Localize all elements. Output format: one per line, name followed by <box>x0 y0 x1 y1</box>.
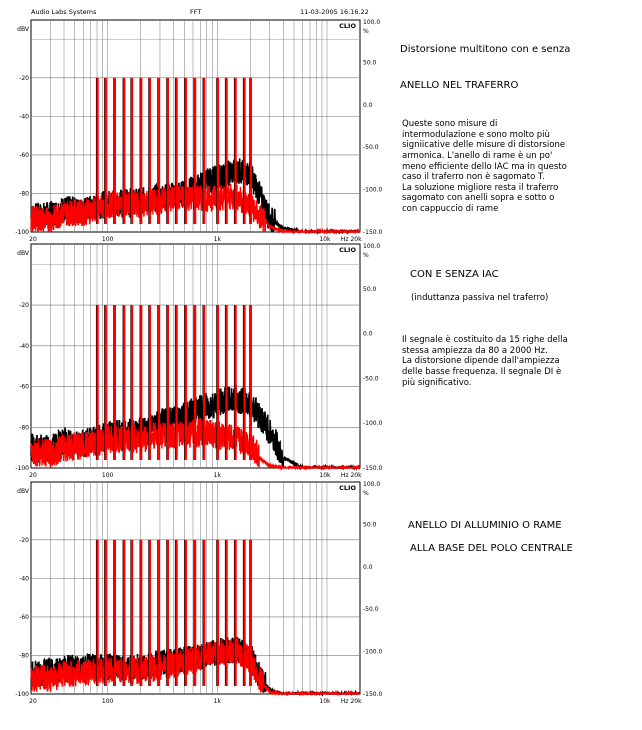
y2-tick-label: -50.0 <box>363 606 379 614</box>
x-tick-label: 100 <box>101 236 114 243</box>
y2-tick-label: -50.0 <box>363 375 379 383</box>
annotation-subtitle-3: (induttanza passiva nel traferro) <box>411 293 549 303</box>
paragraph-line: La distorsione dipende dall'ampiezza <box>402 356 560 367</box>
annotation-paragraph-1 <box>402 119 602 215</box>
x-tick-label: Hz <box>340 236 349 243</box>
paragraph-line: con cappuccio di rame <box>402 204 499 214</box>
paragraph-line: Il segnale è costituito da 15 righe della <box>402 335 568 345</box>
y-tick-label: -60 <box>19 613 29 621</box>
y2-tick-label: 100.0 <box>363 243 381 250</box>
y2-tick-label: 0.0 <box>363 101 373 109</box>
brand-label: CLIO <box>339 246 356 254</box>
paragraph-line: sagomato con anelli sopra e sotto o <box>402 193 555 204</box>
y-tick-label: -100 <box>15 229 29 236</box>
header-right: 11-03-2005 16.16.22 <box>300 8 369 16</box>
paragraph-line: meno efficiente dello IAC ma in questo <box>402 161 567 172</box>
paragraph-line: armonica. L'anello di rame è un po' <box>402 150 553 161</box>
x-tick-label: 20k <box>350 472 362 479</box>
y-tick-label: -40 <box>19 575 29 583</box>
x-tick-label: 10k <box>319 236 331 243</box>
paragraph-line: delle basse frequenza. Il segnale DI è <box>402 366 562 377</box>
annotation-title-5: ANELLO DI ALLUMINIO O RAME <box>408 520 562 531</box>
paragraph-line: Queste sono misure di <box>402 119 498 129</box>
y2-tick-label: 0.0 <box>363 330 373 338</box>
brand-label: CLIO <box>339 484 356 492</box>
annotation-title-6: ALLA BASE DEL POLO CENTRALE <box>410 543 573 554</box>
y2-axis-label: % <box>363 490 369 497</box>
y2-axis-label: % <box>363 28 369 35</box>
y2-axis-label: % <box>363 252 369 259</box>
y-tick-label: -20 <box>19 74 29 82</box>
y-tick-label: -80 <box>19 652 29 660</box>
paragraph-line: più significativo. <box>402 377 472 388</box>
y2-tick-label: -100.0 <box>363 420 383 428</box>
y-tick-label: -20 <box>19 536 29 544</box>
annotation-paragraph-2 <box>402 335 602 388</box>
y2-tick-label: -150.0 <box>363 229 383 236</box>
y2-tick-label: -150.0 <box>363 465 383 472</box>
x-tick-label: Hz <box>340 472 349 479</box>
x-tick-label: 20k <box>350 236 362 243</box>
paragraph-line: La soluzione migliore resta il traferro <box>402 182 559 193</box>
annotation-title-1: Distorsione multitono con e senza <box>400 44 571 55</box>
y-tick-label: -40 <box>19 113 29 121</box>
annotation-title-2: ANELLO NEL TRAFERRO <box>400 80 519 91</box>
y2-tick-label: -50.0 <box>363 144 379 152</box>
x-tick-label: 1k <box>213 472 221 479</box>
y2-tick-label: 0.0 <box>363 563 373 571</box>
y-tick-label: -60 <box>19 151 29 159</box>
x-tick-label: 20 <box>29 698 37 705</box>
y2-tick-label: -150.0 <box>363 691 383 698</box>
y2-tick-label: 50.0 <box>363 521 377 529</box>
y2-tick-label: 50.0 <box>363 285 377 293</box>
y-tick-label: -100 <box>15 691 29 698</box>
y2-tick-label: 100.0 <box>363 19 381 26</box>
x-tick-label: 20 <box>29 472 37 479</box>
x-tick-label: 10k <box>319 472 331 479</box>
y-axis-label: dBV <box>17 250 29 257</box>
x-tick-label: 10k <box>319 698 331 705</box>
x-tick-label: 100 <box>101 698 114 705</box>
y-tick-label: -80 <box>19 190 29 198</box>
paragraph-line: stessa ampiezza da 80 a 2000 Hz. <box>402 345 548 356</box>
y2-tick-label: -100.0 <box>363 186 383 194</box>
y-tick-label: -100 <box>15 465 29 472</box>
y2-tick-label: 100.0 <box>363 481 381 488</box>
header-left: Audio Labs Systems <box>31 8 97 16</box>
annotation-title-3: CON E SENZA IAC <box>410 269 499 280</box>
x-tick-label: Hz <box>340 698 349 705</box>
x-tick-label: 20k <box>350 698 362 705</box>
y2-tick-label: 50.0 <box>363 59 377 67</box>
x-tick-label: 100 <box>101 472 114 479</box>
y-axis-label: dBV <box>17 26 29 33</box>
x-tick-label: 1k <box>213 236 221 243</box>
x-tick-label: 20 <box>29 236 37 243</box>
header-center: FFT <box>190 8 202 16</box>
paragraph-line: signiicative delle misure di distorsione <box>402 140 566 151</box>
x-tick-label: 1k <box>213 698 221 705</box>
paragraph-line: caso il traferro non è sagomato T. <box>402 172 545 183</box>
y-tick-label: -40 <box>19 342 29 350</box>
y-axis-label: dBV <box>17 488 29 495</box>
paragraph-line: intermodulazione e sono molto più <box>402 129 550 140</box>
y2-tick-label: -100.0 <box>363 648 383 656</box>
y-tick-label: -20 <box>19 302 29 310</box>
brand-label: CLIO <box>339 22 356 30</box>
y-tick-label: -80 <box>19 424 29 432</box>
y-tick-label: -60 <box>19 383 29 391</box>
